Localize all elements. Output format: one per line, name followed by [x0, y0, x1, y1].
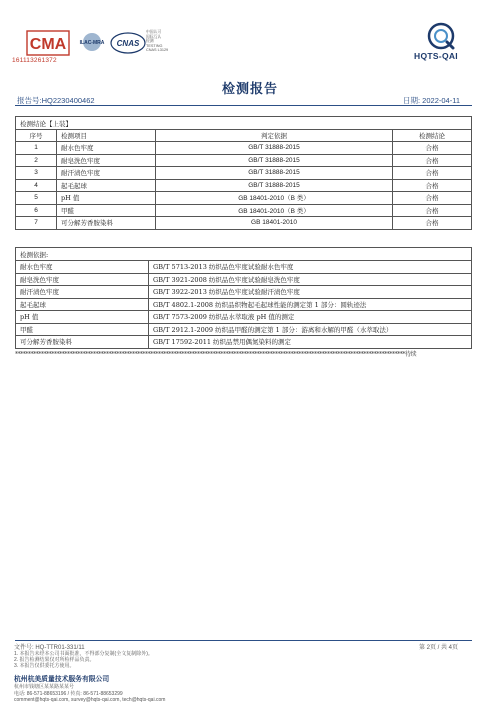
- cnas-caption-line: 国际互认: [146, 34, 162, 39]
- cma-logo: [26, 30, 70, 56]
- column-header: 序号: [16, 130, 57, 142]
- company-name: 杭州杭美质量技术服务有限公司: [14, 676, 110, 683]
- file-number: 文件号: HQ-TTR01-331/11: [14, 645, 85, 651]
- cma-number: 161113261372: [12, 57, 57, 64]
- table-cell: 甲醛: [57, 204, 156, 217]
- table-cell: GB 18401-2010（B 类）: [156, 204, 393, 217]
- table-header-row: [16, 130, 472, 142]
- report-date: 日期: 2022-04-11: [403, 96, 460, 105]
- ilac-mra-text: ILAC-MRA: [79, 40, 105, 46]
- table-row: [16, 204, 472, 217]
- table-cell: 可分解芳香胺染料: [16, 336, 149, 349]
- conclusion-section-label: 检测结论【上装】: [16, 117, 472, 130]
- table-row: [16, 179, 472, 192]
- cnas-caption-line: TESTING: [146, 43, 163, 48]
- table-cell: GB/T 31888-2015: [156, 154, 393, 167]
- table-cell: 耐汗渍色牢度: [16, 286, 149, 299]
- table-cell: 耐汗渍色牢度: [57, 167, 156, 180]
- asterisk-separator: ******************************************************************************************************************************************************: [15, 351, 406, 358]
- table-cell: 合格: [393, 217, 472, 230]
- cnas-caption-line: CNAS L3129: [146, 48, 169, 53]
- cnas-text: CNAS: [116, 39, 140, 48]
- table-cell: 合格: [393, 167, 472, 180]
- report-number: 报告号:HQ2230400462: [17, 96, 95, 105]
- table-cell: GB/T 31888-2015: [156, 179, 393, 192]
- table-cell: pH 值: [57, 192, 156, 205]
- table-row: [16, 142, 472, 155]
- table-row: [16, 217, 472, 230]
- table-row: [16, 167, 472, 180]
- table-cell: 6: [16, 204, 57, 217]
- table-cell: 1: [16, 142, 57, 155]
- cnas-logo: [110, 32, 146, 54]
- table-row: [16, 336, 472, 349]
- table-cell: GB/T 3922-2013 纺织品色牢度试验耐汗渍色牢度: [149, 286, 472, 299]
- table-cell: 可分解芳香胺染料: [57, 217, 156, 230]
- report-title: 检测报告: [221, 82, 278, 97]
- table-cell: 起毛起球: [57, 179, 156, 192]
- table-row: [16, 192, 472, 205]
- company-contact: 电话: 86-571-88653196 / 传真: 86-571-88653299: [14, 691, 123, 697]
- table-cell: GB/T 31888-2015: [156, 142, 393, 155]
- table-row: [16, 154, 472, 167]
- table-cell: 7: [16, 217, 57, 230]
- table-cell: GB/T 17592-2011 纺织品禁用偶氮染料的测定: [149, 336, 472, 349]
- test-basis-table: [15, 247, 472, 349]
- table-row: [16, 311, 472, 324]
- table-cell: GB 18401-2010（B 类）: [156, 192, 393, 205]
- footer-note: 3. 本报告仅供委托方使用。: [14, 663, 75, 669]
- table-cell: GB/T 3921-2008 纺织品色牢度试验耐皂洗色牢度: [149, 273, 472, 286]
- basis-section-label: 检测依据:: [16, 248, 472, 261]
- footer-rule: [15, 640, 472, 641]
- table-cell: GB/T 5713-2013 纺织品色牢度试验耐水色牢度: [149, 261, 472, 274]
- cma-logo-text: CMA: [29, 36, 67, 53]
- table-row: [16, 286, 472, 299]
- column-header: 判定依据: [156, 130, 393, 142]
- table-section-row: [16, 117, 472, 130]
- table-cell: GB/T 7573-2009 纺织品水萃取液 pH 值的测定: [149, 311, 472, 324]
- company-address: 杭州市钱塘区某某路某某号: [14, 684, 75, 690]
- ilac-mra-logo: [78, 32, 106, 56]
- table-cell: 起毛起球: [16, 298, 149, 311]
- cnas-caption-line: 中国认可: [146, 30, 162, 34]
- table-cell: 合格: [393, 142, 472, 155]
- continuation-marker: 待续: [405, 351, 417, 358]
- footer-note: 2. 报告检测结果仅对所检样品负责。: [14, 657, 95, 663]
- table-cell: 合格: [393, 192, 472, 205]
- table-cell: GB/T 4802.1-2008 纺织品织物起毛起球性能的测定第 1 部分：圆轨迹法: [149, 298, 472, 311]
- table-cell: GB/T 2912.1-2009 纺织品甲醛的测定第 1 部分：游离和水解的甲醛（水萃取法）: [149, 323, 472, 336]
- table-row: [16, 261, 472, 274]
- table-row: [16, 298, 472, 311]
- table-cell: 3: [16, 167, 57, 180]
- page-number: 第 2页 / 共 4页: [418, 645, 458, 651]
- table-cell: GB 18401-2010: [156, 217, 393, 230]
- continuation-line: [15, 349, 485, 358]
- hqts-qai-logo: [426, 22, 456, 50]
- conclusion-table: [15, 116, 472, 230]
- table-cell: 2: [16, 154, 57, 167]
- table-cell: 耐水色牢度: [16, 261, 149, 274]
- table-cell: 耐皂洗色牢度: [57, 154, 156, 167]
- table-section-row: [16, 248, 472, 261]
- table-row: [16, 273, 472, 286]
- table-cell: 合格: [393, 179, 472, 192]
- table-cell: 4: [16, 179, 57, 192]
- table-cell: GB/T 31888-2015: [156, 167, 393, 180]
- cnas-caption-line: 检测: [146, 39, 154, 44]
- column-header: 检测项目: [57, 130, 156, 142]
- footer-note: 1. 本报告未经本公司书面批准，不得部分复制(全文复制除外)。: [14, 651, 153, 657]
- column-header: 检测结论: [393, 130, 472, 142]
- table-row: [16, 323, 472, 336]
- table-cell: 甲醛: [16, 323, 149, 336]
- table-cell: 耐水色牢度: [57, 142, 156, 155]
- table-cell: 合格: [393, 204, 472, 217]
- table-cell: 合格: [393, 154, 472, 167]
- table-cell: pH 值: [16, 311, 149, 324]
- cnas-caption: [146, 30, 168, 53]
- header-rule: [15, 105, 472, 106]
- table-cell: 5: [16, 192, 57, 205]
- table-cell: 耐皂洗色牢度: [16, 273, 149, 286]
- hqts-qai-wordmark: HQTS-QAI: [414, 51, 458, 61]
- company-emails: comment@hqts-qai.com, survey@hqts-qai.com, tech@hqts-qai.com: [14, 697, 166, 703]
